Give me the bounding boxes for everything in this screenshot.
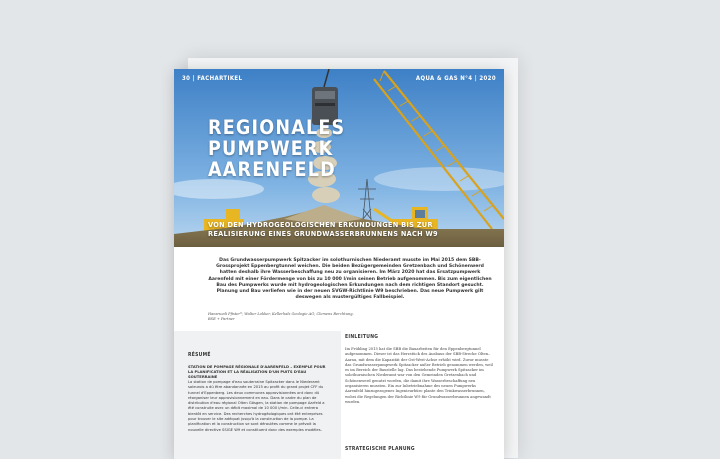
subtitle-line: VON DEN HYDROGEOLOGISCHEN ERKUNDUNGEN BIS ZUR [208, 220, 433, 229]
title-line: REGIONALES PUMPWERK [208, 116, 346, 160]
strategische-planung-heading: STRATEGISCHE PLANUNG [345, 446, 415, 452]
article-title [208, 117, 468, 180]
hero-photo [174, 69, 504, 247]
article-subtitle [208, 220, 504, 238]
journal-issue-label: AQUA & GAS N°4 | 2020 [415, 75, 496, 82]
title-line: AARENFELD [208, 158, 336, 181]
author-credits: Hansruedi Pfister*; Walter Lokker, Kellerhals Geologie AG; Clemens Berchtung, BSE + Partner [208, 312, 354, 322]
einleitung-heading: EINLEITUNG [345, 334, 379, 340]
resume-heading: RÉSUMÉ [188, 352, 211, 358]
resume-body-text: La station de pompage d'eau souterraine Spitzacker dans le Niederamt soleurois a dû être abandonnée en 2015 au profit du grand projet CFF du tunnel d'Eppenberg. Les deux communes approvisionnées ont donc dû réorganiser leur approvisionnement en eau. Dans le cadre du plan de distribution d'eau régional Olten Gösgen, la station de pompage Aarfeld a été construite avec un débit maximal de 10 000 l/min. Celle-ci entrera bientôt en service. Des recherches hydrogéologiques ont été entreprises pour trouver le site adéquat jusqu'à la construction de la pompe. La planification et la construction se sont déroulées comme le prévoit la nouvelle directive SSIGE W9 et constituent donc des exemples modèles. [188, 380, 325, 432]
subtitle-line: REALISIERUNG EINES GRUNDWASSERBRUNNENS NACH W9 [208, 229, 438, 238]
lead-paragraph: Das Grundwasserpumpwerk Spitzacker im solothurnischen Niederamt musste im Mai 2015 dem SBB-Grossprojekt Eppenbergtunnel weichen. Die beiden Bezügergemeinden Gretzenbach und Schönenwerd hatten deshalb ihre Wasserbeschaffung neu zu organisieren. Im März 2020 hat das Ersatzpumpwerk Aarenfeld mit einer Fördermenge von bis zu 10 000 l/min seinen Betrieb aufgenommen. Bis zum eigentlichen Bau des Pumpwerks wurde mit hydrogeologischen Erkundungen nach dem richtigen Standort gesucht. Planung und Bau verliefen wie in der neuen SVGW-Richtlinie W9 beschrieben. Das neue Pumpwerk gilt deswegen als mustergültiges Fallbeispiel. [208, 258, 492, 301]
page-section-label: 30 | FACHARTIKEL [182, 75, 243, 82]
einleitung-body-text: Im Frühling 2015 hat die SBB die Bauarbeiten für den Eppenbergtunnel aufgenommen. Dieser ist das Herzstück des Ausbaus der SBB-Strecke Olten–Aarau, mit dem die Kapazität der Ost-West-Achse erhöht wird. Zuvor musste das Grundwasserpumpwerk Spitzacker außer Betrieb genommen werden, weil es im Bereich der Baustelle lag. Das bestehende Pumpwerk Spitzacker im solothurnischen Niederamt war von den Gemeinden Gretzenbach und Schönenwerd genutzt worden, die damit ihre Wasserbeschaffung neu organisieren mussten. Ein zur Inbetriebnahme des neuen Pumpwerks Aarenfeld hinzugezogenes Ingenieurbüro plante den Trinkwasserbrunnen, wobei die Regelungen der Richtlinie W9 für Grundwasserbrunnen angewandt wurden. [345, 347, 493, 404]
magazine-page [174, 69, 504, 459]
running-head [182, 75, 496, 85]
resume-subheading: STATION DE POMPAGE RÉGIONALE D'AARENFELD – EXEMPLE POUR LA PLANIFICATION ET LA RÉALISATION D'UN PUITS D'EAU SOUTERRAINE [188, 365, 326, 379]
